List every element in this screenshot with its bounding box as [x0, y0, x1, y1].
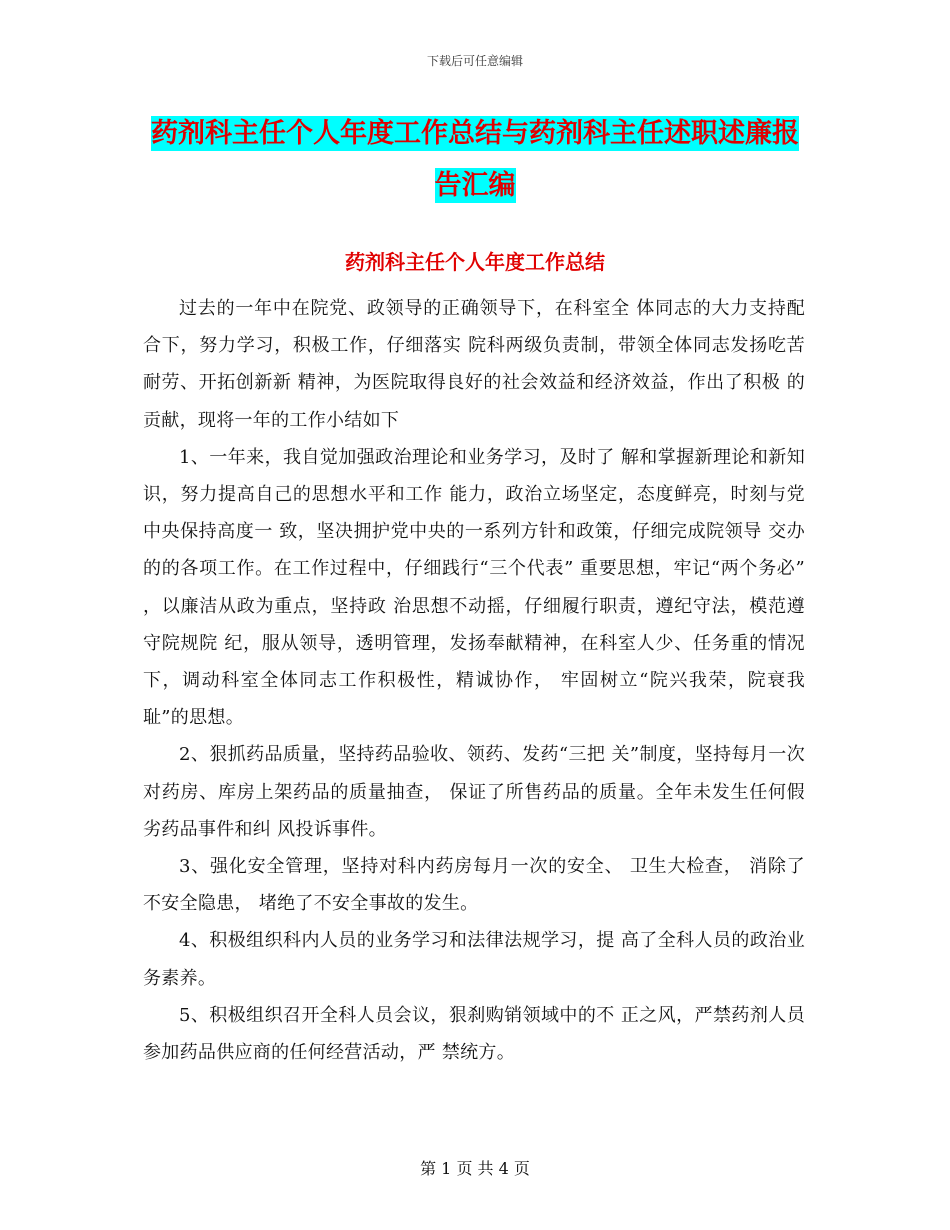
document-title: 药剂科主任个人年度工作总结与药剂科主任述职述廉报告汇编: [151, 118, 799, 201]
paragraph-2: 2、狠抓药品质量，坚持药品验收、领药、发药“三把 关”制度，坚持每月一次对药房、库房上架药品的质量抽查， 保证了所售药品的质量。全年未发生任何假劣药品事件和纠 风投诉事件。: [143, 744, 805, 840]
document-body: [143, 290, 805, 1071]
header-note: 下载后可任意编辑: [426, 54, 523, 68]
section-title: 药剂科主任个人年度工作总结: [345, 250, 605, 274]
page-number: 第 1 页 共 4 页: [420, 1159, 530, 1178]
paragraph-4: 4、积极组织科内人员的业务学习和法律法规学习，提 高了全科人员的政治业务素养。: [143, 930, 805, 989]
paragraph-intro: 过去的一年中在院党、政领导的正确领导下，在科室全 体同志的大力支持配合下，努力学习，积极工作，仔细落实 院科两级负责制，带领全体同志发扬吃苦耐劳、开拓创新新 精神，为医院取得良好的社会效益和经济效益，作出了积极 的贡献，现将一年的工作小结如下: [143, 298, 805, 431]
document-title-block: [150, 108, 800, 212]
paragraph-5: 5、积极组织召开全科人员会议，狠刹购销领域中的不 正之风，严禁药剂人员参加药品供应商的任何经营活动，严 禁统方。: [143, 1004, 805, 1064]
paragraph-1: 1、一年来，我自觉加强政治理论和业务学习，及时了 解和掌握新理论和新知识，努力提高自己的思想水平和工作 能力，政治立场坚定，态度鲜亮，时刻与党中央保持高度一 致，坚决拥护党中央的一系列方针和政策，仔细完成院领导 交办的的各项工作。在工作过程中，仔细践行“三个代表” 重要思想，牢记“两个务必” ，以廉洁从政为重点，坚持政 治思想不动摇，仔细履行职责，遵纪守法，模范遵守院规院 纪，服从领导，透明管理，发扬奉献精神，在科室人少、任务重的情况下，调动科室全体同志工作积极性，精诚协作， 牢固树立“院兴我荣，院衰我耻”的思想。: [143, 446, 805, 729]
paragraph-3: 3、强化安全管理，坚持对科内药房每月一次的安全、 卫生大检查， 消除了不安全隐患， 堵绝了不安全事故的发生。: [143, 856, 805, 915]
